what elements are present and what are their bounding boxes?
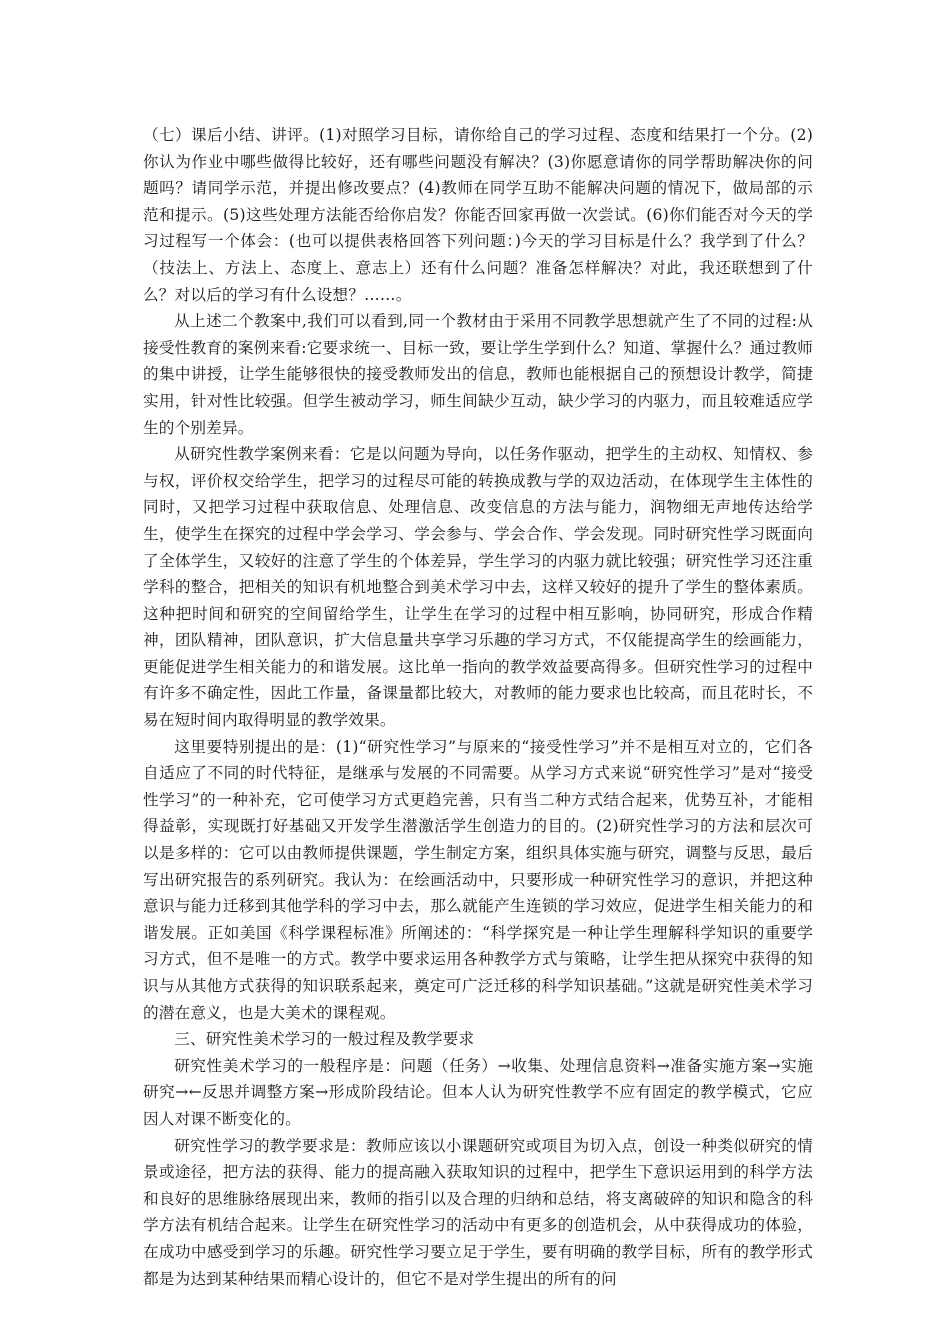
paragraph-general-procedure: 研究性美术学习的一般程序是：问题（任务）→收集、处理信息资料→准备实施方案→实施研究→←反思并调整方案→形成阶段结论。但本人认为研究性教学不应有固定的教学模式，它应因人对课不断变化的。: [143, 1056, 813, 1128]
paragraph-receptive-learning-analysis: 从上述二个教案中,我们可以看到,同一个教材由于采用不同教学思想就产生了不同的过程:从接受性教育的案例来看:它要求统一、目标一致，要让学生学到什么？知道、掌握什么？通过教师的集中讲授，让学生能够很快的接受教师发出的信息，教师也能根据自己的预想设计教学，简捷实用，针对性比较强。但学生被动学习，师生间缺少互动，缺少学习的内驱力，而且较难适应学生的个别差异。: [143, 312, 813, 437]
paragraph-special-notes: 这里要特别提出的是：(1)“研究性学习”与原来的“接受性学习”并不是相互对立的，它们各自适应了不同的时代特征，是继承与发展的不同需要。从学习方式来说“研究性学习”是对“接受性学习”的一种补充，它可使学习方式更趋完善，只有当二种方式结合起来，优势互补，才能相得益彰，实现既打好基础又开发学生潜激活学生创造力的目的。(2)研究性学习的方法和层次可以是多样的：它可以由教师提供课题，学生制定方案，组织具体实施与研究，调整与反思，最后写出研究报告的系列研究。我认为：在绘画活动中，只要形成一种研究性学习的意识，并把这种意识与能力迁移到其他学科的学习中去，那么就能产生连锁的学习效应，促进学生相关能力的和谐发展。正如美国《科学课程标准》所阐述的：“科学探究是一种让学生理解科学知识的重要学习方式，但不是唯一的方式。教学中要求运用各种教学方式与策略，让学生把从探究中获得的知识与从其他方式获得的知识联系起来，奠定可广泛迁移的科学知识基础。”这就是研究性美术学习的潜在意义，也是大美术的课程观。: [143, 737, 813, 1022]
section-heading-three: 三、研究性美术学习的一般过程及教学要求: [174, 1030, 475, 1049]
paragraph-summary-review: （七）课后小结、讲评。(1)对照学习目标，请你给自己的学习过程、态度和结果打一个分。(2)你认为作业中哪些做得比较好，还有哪些问题没有解决？(3)你愿意请你的同学帮助解决你的问题吗？请同学示范，并提出修改要点？(4)教师在同学互助不能解决问题的情况下，做局部的示范和提示。(5)这些处理方法能否给你启发？你能否回家再做一次尝试。(6)你们能否对今天的学习过程写一个体会：(也可以提供表格回答下列问题：)今天的学习目标是什么？我学到了什么？（技法上、方法上、态度上、意志上）还有什么问题？准备怎样解决？对此，我还联想到了什么？对以后的学习有什么设想？……。: [143, 126, 813, 304]
paragraph-research-learning-analysis: 从研究性教学案例来看：它是以问题为导向，以任务作驱动，把学生的主动权、知情权、参与权，评价权交给学生，把学习的过程尽可能的转换成教与学的双边活动，在体现学生主体性的同时，又把学习过程中获取信息、处理信息、改变信息的方法与能力，润物细无声地传达给学生，使学生在探究的过程中学会学习、学会参与、学会合作、学会发现。同时研究性学习既面向了全体学生，又较好的注意了学生的个体差异，学生学习的内驱力就比较强；研究性学习还注重学科的整合，把相关的知识有机地整合到美术学习中去，这样又较好的提升了学生的整体素质。这种把时间和研究的空间留给学生，让学生在学习的过程中相互影响，协同研究，形成合作精神，团队精神，团队意识，扩大信息量共享学习乐趣的学习方式，不仅能提高学生的绘画能力，更能促进学生相关能力的和谐发展。这比单一指向的教学效益要高得多。但研究性学习的过程中有许多不确定性，因此工作量，备课量都比较大，对教师的能力要求也比较高，而且花时长，不易在短时间内取得明显的教学效果。: [143, 445, 813, 730]
document-body: [143, 122, 813, 1292]
paragraph-teaching-requirements: 研究性学习的教学要求是：教师应该以小课题研究或项目为切入点，创设一种类似研究的情景或途径，把方法的获得、能力的提高融入获取知识的过程中，把学生下意识运用到的科学方法和良好的思维脉络展现出来，教师的指引以及合理的归纳和总结，将支离破碎的知识和隐含的科学方法有机结合起来。让学生在研究性学习的活动中有更多的创造机会，从中获得成功的体验，在成功中感受到学习的乐趣。研究性学习要立足于学生，要有明确的教学目标，所有的教学形式都是为达到某种结果而精心设计的，但它不是对学生提出的所有的问: [143, 1136, 813, 1288]
